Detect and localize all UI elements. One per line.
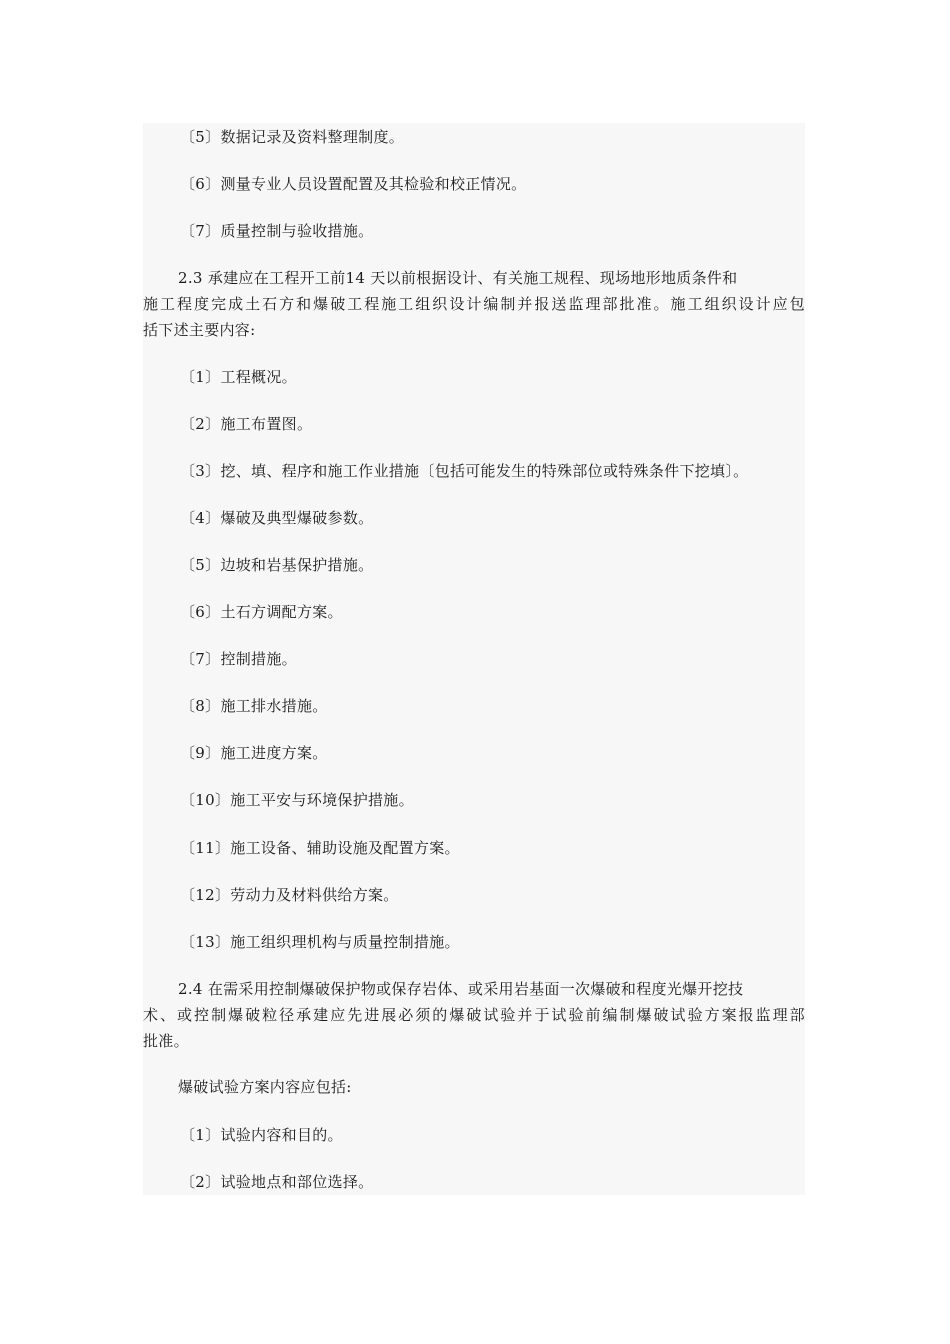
list-item: 〔6〕测量专业人员设置配置及其检验和校正情况。 xyxy=(180,175,527,193)
paragraph-2-3-line: 括下述主要内容: xyxy=(143,321,256,339)
list-item: 〔1〕工程概况。 xyxy=(180,368,297,386)
list-item: 〔9〕施工进度方案。 xyxy=(180,744,328,762)
list-item: 〔2〕试验地点和部位选择。 xyxy=(180,1173,374,1191)
blast-plan-intro: 爆破试验方案内容应包括: xyxy=(178,1078,352,1096)
list-item: 〔5〕边坡和岩基保护措施。 xyxy=(180,556,374,574)
list-item: 〔6〕土石方调配方案。 xyxy=(180,603,343,621)
paragraph-2-3-line: 2.3 承建应在工程开工前14 天以前根据设计、有关施工规程、现场地形地质条件和 xyxy=(178,269,738,287)
list-item: 〔11〕施工设备、辅助设施及配置方案。 xyxy=(180,839,460,857)
list-item: 〔10〕施工平安与环境保护措施。 xyxy=(180,791,414,809)
paragraph-2-3-line: 施工程度完成土石方和爆破工程施工组织设计编制并报送监理部批准。施工组织设计应包 xyxy=(143,295,805,313)
list-item: 〔2〕施工布置图。 xyxy=(180,415,313,433)
list-item: 〔8〕施工排水措施。 xyxy=(180,697,328,715)
paragraph-2-4-line: 2.4 在需采用控制爆破保护物或保存岩体、或采用岩基面一次爆破和程度光爆开挖技 xyxy=(178,980,744,998)
list-item: 〔5〕数据记录及资料整理制度。 xyxy=(180,128,405,146)
list-item: 〔7〕质量控制与验收措施。 xyxy=(180,222,374,240)
list-item: 〔7〕控制措施。 xyxy=(180,650,297,668)
list-item: 〔13〕施工组织理机构与质量控制措施。 xyxy=(180,933,460,951)
list-item: 〔4〕爆破及典型爆破参数。 xyxy=(180,509,374,527)
list-item: 〔1〕试验内容和目的。 xyxy=(180,1126,343,1144)
paragraph-2-4-line: 术、或控制爆破粒径承建应先进展必须的爆破试验并于试验前编制爆破试验方案报监理部 xyxy=(143,1006,805,1024)
list-item: 〔3〕挖、填、程序和施工作业措施〔包括可能发生的特殊部位或特殊条件下挖填〕。 xyxy=(180,462,749,480)
paragraph-2-4-line: 批准。 xyxy=(143,1032,189,1050)
list-item: 〔12〕劳动力及材料供给方案。 xyxy=(180,886,399,904)
